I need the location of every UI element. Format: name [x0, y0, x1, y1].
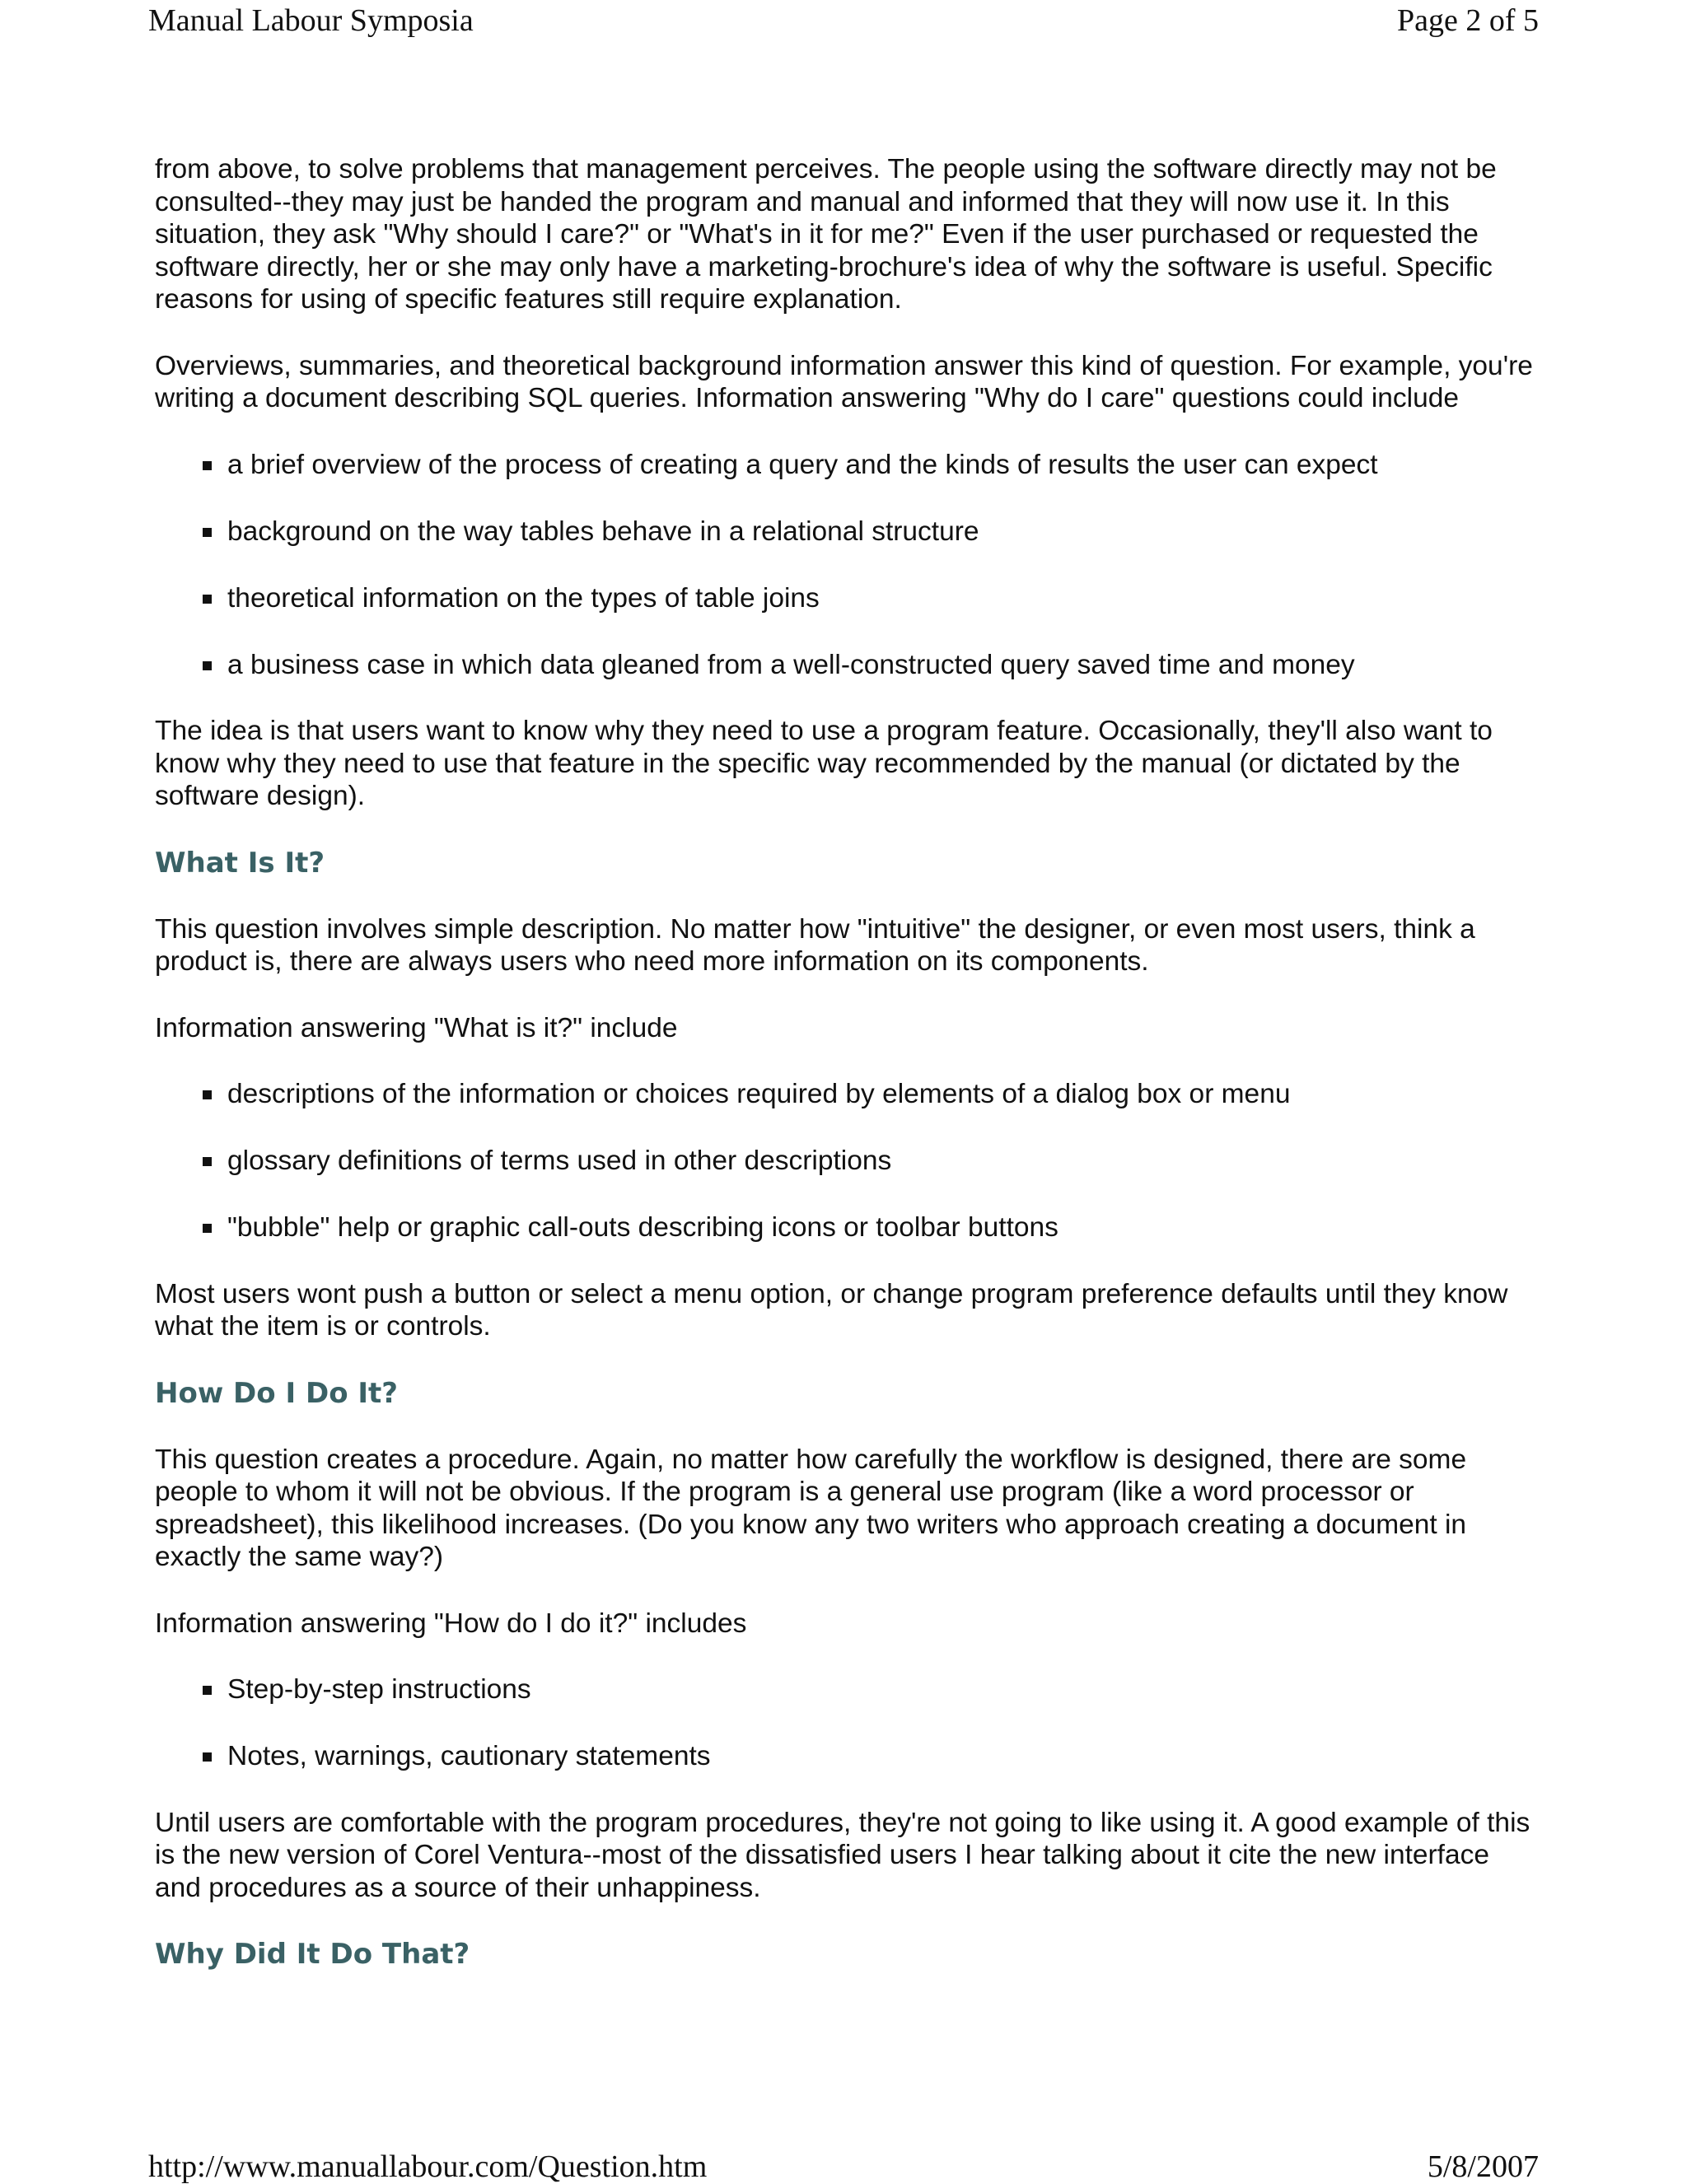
paragraph: Until users are comfortable with the program procedures, they're not going to like using it. A good example of this is the new version of Corel Ventura--most of the dissatisfied users I hear talking about it cite the new interface and procedures as a source of their unhappiness. — [155, 1807, 1530, 1903]
square-bullet-icon — [203, 1752, 212, 1762]
paragraph: This question creates a procedure. Again, no matter how carefully the workflow is designed, there are some people to whom it will not be obvious. If the program is a general use program (like a word processor or spreadsheet), this likelihood increases. (Do you know any two writers who approach creating a document in exactly the same way?) — [155, 1444, 1467, 1572]
page-indicator: Page 2 of 5 — [1396, 3, 1539, 38]
list-item — [227, 1211, 1539, 1244]
page-url: http://www.manuallabour.com/Question.htm — [148, 2149, 708, 2184]
square-bullet-icon — [203, 1157, 212, 1166]
square-bullet-icon — [203, 661, 212, 670]
how-do-i-list — [155, 1673, 1539, 1773]
square-bullet-icon — [203, 1224, 212, 1233]
list-item — [227, 1740, 1539, 1773]
list-item — [227, 649, 1539, 682]
section-heading-what-is-it: What Is It? — [155, 846, 325, 880]
paragraph: from above, to solve problems that management perceives. The people using the software directly may not be consulted--they may just be handed the program and manual and informed that they will now use it. In this situation, they ask "Why should I care?" or "What's in it for me?" Even if the user purchased or requested the software directly, her or she may only have a marketing-brochure's idea of why the software is useful. Specific reasons for using of specific features still require explanation. — [155, 154, 1497, 315]
section-heading-why-did-it-do-that: Why Did It Do That? — [155, 1938, 470, 1971]
list-item — [227, 449, 1539, 482]
list-item-text: Notes, warnings, cautionary statements — [227, 1741, 711, 1771]
square-bullet-icon — [203, 528, 212, 537]
list-item-text: background on the way tables behave in a relational structure — [227, 516, 979, 547]
list-item — [227, 1145, 1539, 1178]
section-heading-how-do-i-do-it: How Do I Do It? — [155, 1376, 399, 1410]
print-date: 5/8/2007 — [1427, 2149, 1539, 2184]
list-item-text: glossary definitions of terms used in other descriptions — [227, 1146, 892, 1176]
print-footer — [148, 2151, 1539, 2182]
list-item — [227, 1673, 1539, 1706]
paragraph: Most users wont push a button or select a menu option, or change program preference defaults until they know what the item is or controls. — [155, 1278, 1508, 1342]
paragraph: This question involves simple description. No matter how "intuitive" the designer, or even most users, think a product is, there are always users who need more information on its components. — [155, 913, 1475, 977]
article-content — [155, 153, 1539, 2004]
square-bullet-icon — [203, 1686, 212, 1695]
list-item-text: theoretical information on the types of table joins — [227, 582, 820, 614]
site-title: Manual Labour Symposia — [148, 3, 474, 38]
paragraph: Information answering "What is it?" include — [155, 1012, 678, 1043]
list-item-text: a brief overview of the process of creating a query and the kinds of results the user can expect — [227, 449, 1378, 480]
list-item — [227, 582, 1539, 615]
list-item-text: Step-by-step instructions — [227, 1674, 531, 1705]
paragraph: Information answering "How do I do it?" includes — [155, 1608, 747, 1639]
square-bullet-icon — [203, 595, 212, 604]
print-header — [148, 5, 1539, 36]
paragraph: The idea is that users want to know why they need to use a program feature. Occasionally, they'll also want to know why they need to use that feature in the specific way recommended by the manual (or dictated by the software design). — [155, 716, 1493, 811]
square-bullet-icon — [203, 1090, 212, 1099]
paragraph: Overviews, summaries, and theoretical background information answer this kind of question. For example, you're writing a document describing SQL queries. Information answering "Why do I care" questions could include — [155, 350, 1533, 413]
list-item-text: descriptions of the information or choices required by elements of a dialog box or menu — [227, 1079, 1291, 1109]
list-item-text: a business case in which data gleaned from a well-constructed query saved time and money — [227, 649, 1355, 680]
square-bullet-icon — [203, 461, 212, 470]
list-item — [227, 1078, 1539, 1111]
why-care-list — [155, 449, 1539, 682]
what-is-it-list — [155, 1078, 1539, 1244]
list-item — [227, 516, 1539, 548]
list-item-text: "bubble" help or graphic call-outs describing icons or toolbar buttons — [227, 1212, 1058, 1243]
